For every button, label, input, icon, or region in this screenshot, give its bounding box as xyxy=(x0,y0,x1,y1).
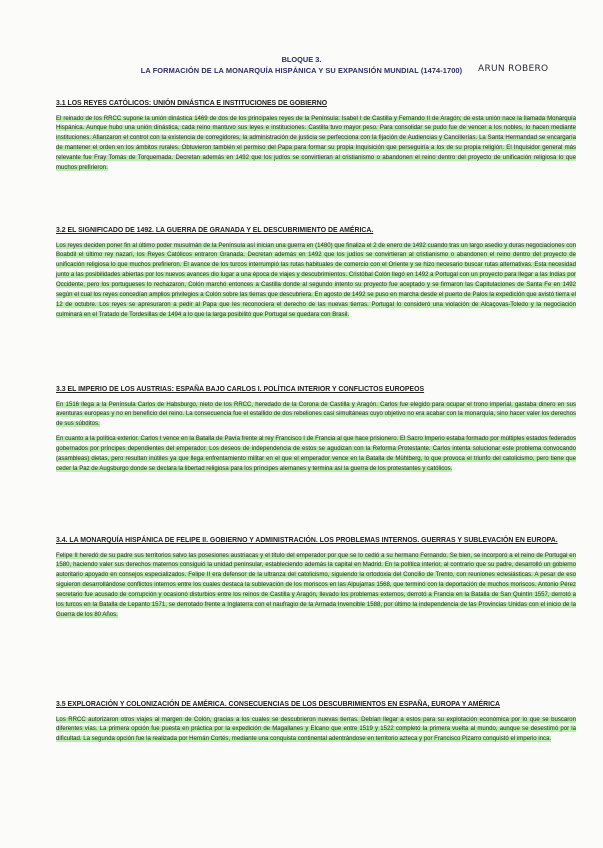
highlighted-text: El reinado de los RRCC supone la unión dinástica 1469 de dos de los principales reyes de la Península: Isabel I de Castilla y Fernando II de Aragón; de esta unión nace la llamada Monarquía Hispánica. Aunque hubo una unión dinástica, cada reino mantuvo sus leyes e instituciones. Castilla tuvo mayor peso. Para consolidar se pudo fue de vencer a los nobles, lo hacen mediante instituciones. Afianzaron el control con la existencia de corregidores, la administración de justicia se perfecciona con la fijación de Audiencias y Cancillerías. La Santa Hermandad se encargaría de mantener el orden en los ámbitos rurales. Obtuvieron también el permiso del Papa para formar su propia Inquisición que perseguiría a los de su propia religión. El Inquisidor general más relevante fue Fray Tomás de Torquemada. Decretan además en 1492 que los judíos se convirtieran al cristianismo o abandonen el reino dentro del proyecto de unificación religiosa lo que muchos prefirieron. xyxy=(56,115,576,172)
section-paragraph xyxy=(56,716,576,746)
section-heading: 3.4. LA MONARQUÍA HISPÁNICA DE FELIPE II. GOBIERNO Y ADMINISTRACIÓN. LOS PROBLEMAS INTERNOS. GUERRAS Y SUBLEVACIÓN EN EUROPA. xyxy=(56,537,558,544)
section-3-3 xyxy=(56,385,576,480)
section-heading: 3.3 EL IMPERIO DE LOS AUSTRIAS: ESPAÑA BAJO CARLOS I. POLÍTICA INTERIOR Y CONFLICTOS EUROPEOS xyxy=(56,386,425,393)
section-paragraph xyxy=(56,242,576,321)
section-3-2 xyxy=(56,226,576,326)
section-paragraph xyxy=(56,552,576,621)
highlighted-text: Los reyes deciden poner fin al último poder musulmán de la Península así inician una guerra en (1480) que finaliza el 2 de enero de 1492 cuando tras un largo asedio y duras negociaciones con Boabdil el último rey nazarí, los Reyes Católicos entraron Granada. Decretan además en 1492 que los judíos se convirtieran al cristianismo o abandonen el reino dentro del proyecto de unificación religiosa lo que muchos prefirieron. El avance de los turcos interrumpió las rutas habituales de comercio con el Oriente y se hizo necesario buscar rutas alternativas. Esta necesidad junto a las posibilidades abiertas por los nuevos avances dio lugar a una época de viajes y descubrimientos. Cristóbal Colón llegó en 1492 a Portugal con un proyecto para llegar a las Indias por Occidente, pero los portugueses lo rechazaron, Colón marchó entonces a Castilla donde al segundo intento su proyecto fue aceptado y se firmaron las Capitulaciones de Santa Fe en 1492 según el cual los reyes concedían amplios privilegios a Colón sobre las tierras que descubriera. En agosto de 1492 se puso en marcha desde el puerto de Palos la expedición que avistó tierra el 12 de octubre. Los reyes se apresuraron a pedir al Papa que les reconociera el derecho de las nuevas tierras. Portugal lo consideró una violación de Alcaçovas-Toledo y la negociación culminará en el Tratado de Tordesillas de 1494 a lo que la larga posibilitó que Portugal se quedara con Brasil. xyxy=(56,242,576,318)
section-3-4 xyxy=(56,536,576,626)
document-title: LA FORMACIÓN DE LA MONARQUÍA HISPÁNICA Y SU EXPANSIÓN MUNDIAL (1474-1700) xyxy=(140,66,463,75)
bloque-label: BLOQUE 3. xyxy=(281,55,322,64)
highlighted-text: En cuanto a la política exterior. Carlos I vence en la Batalla de Pavía frente al rey Francisco I de Francia al que hace prisionero. El Sacro Imperio estaba formado por múltiples estados federados gobernados por príncipes dependientes del emperador. Los deseos de independencia de estos se agudizan con la Reforma Protestante. Carlos intenta solucionar este problema convocando (asambleas) dietas, pero resultan inútiles ya que llega enfrentamiento militar en el que el emperador vence en la Batalla de Mühlberg, lo que provoca el triunfo del catolicismo, pero tiene que ceder la Paz de Augsburgo donde se declara la libertad religiosa para los príncipes alemanes y termina así la guerra de los protestantes y católicos. xyxy=(56,436,576,472)
section-3-1 xyxy=(56,99,576,179)
highlighted-text: En 1516 llega a la Península Carlos de Habsburgo, nieto de los RRCC, heredado de la Corona de Castilla y Aragón. Carlos fue elegido para ocupar el trono imperial, gastaba dinero en sus aventuras europeas y no en beneficio del reino. La consecuencia fue el estallido de dos rebeliones casi simultáneas cuyo objetivo no era acabar con la monarquía, sino hacer valer los derechos de sus súbditos. xyxy=(56,401,576,428)
section-heading: 3.1 LOS REYES CATÓLICOS: UNIÓN DINÁSTICA E INSTITUCIONES DE GOBIERNO xyxy=(56,100,328,107)
section-3-5 xyxy=(56,700,576,750)
handwritten-author-name: ARUN ROBERO xyxy=(478,64,549,74)
section-paragraph xyxy=(56,115,576,174)
section-heading: 3.5 EXPLORACIÓN Y COLONIZACIÓN DE AMÉRICA. CONSECUENCIAS DE LOS DESCUBRIMIENTOS EN ESPAÑA, EUROPA Y AMÉRICA xyxy=(56,701,500,708)
section-paragraph xyxy=(56,435,576,475)
highlighted-text: Los RRCC autorizaron otros viajes al margen de Colón, gracias a los cuales se descubrieron nuevas tierras. Debían llegar a estos para su explotación económica por lo que se buscaron diferentes vías. La primera opción fue puesta en práctica por la expedición de Magallanes y Elcano que entre 1519 y 1522 completó la primera vuelta al mundo, aunque se desestimó por la dificultad. La segunda opción fue la realizada por Hernán Cortés, mediante una conquista continental adentrándose en territorio azteca y por Francisco Pizarro conquistó el imperio inca. xyxy=(56,716,576,743)
highlighted-text: Felipe II heredó de su padre sus territorios salvo las posesiones austriacas y el título del emperador por que se lo cedió a su hermano Fernando. Se bien, se incorporó a el reino de Portugal en 1580, haciendo valer sus derechos maternos consiguió la unidad peninsular, estableciendo además la capital en Madrid. En la política interior, al contrario que su padre, desarrolló un gobierno autoritario apoyado en consejos especializados. Felipe II era defensor de la ultranza del catolicismo, siguiendo la ortodoxia del Concilio de Trento, con reuniones eclesiásticas. A pesar de eso siguieron desarrollándose conflictos internos entre los cuales destaca la sublevación de los moriscos en las Alpujarras 1568, que terminó con la deportación de muchos moriscos. Antonio Pérez secretario fue acusado de corrupción y ocasionó disturbios entre los reinos de Castilla y Aragón, llevado los problemas externos, derrotó a Francia en la Batalla de San Quintín 1557, derrotó a los turcos en la Batalla de Lepanto 1571, se derrotado frente a Inglaterra con el naufragio de la Armada Invencible 1588, por último la independencia de las Provincias Unidas con el inicio de la Guerra de los 80 Años. xyxy=(56,552,576,618)
section-heading: 3.2 EL SIGNIFICADO DE 1492. LA GUERRA DE GRANADA Y EL DESCUBRIMIENTO DE AMÉRICA. xyxy=(56,227,374,234)
section-paragraph xyxy=(56,401,576,431)
